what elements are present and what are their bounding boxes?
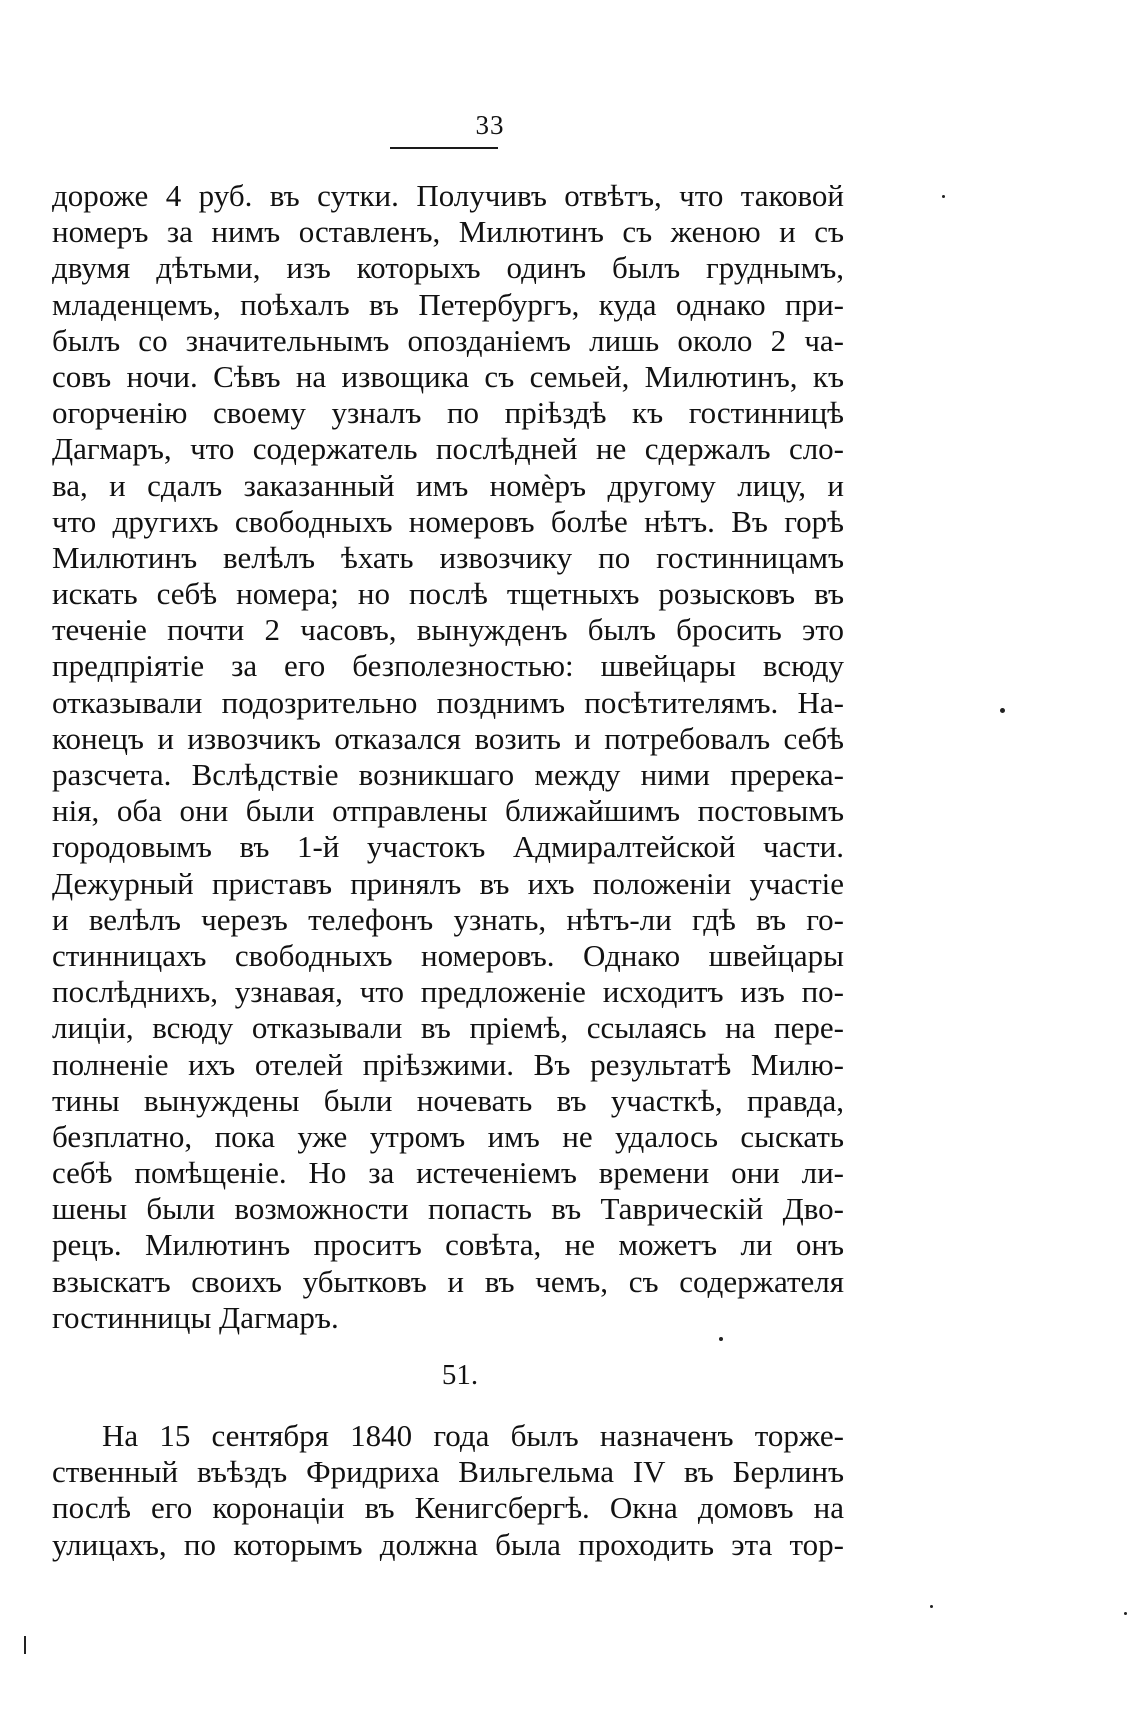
text-line: дороже 4 руб. въ сутки. Получивъ отвѣтъ, что таковой <box>52 178 844 213</box>
text-line: двумя дѣтьми, изъ которыхъ одинъ былъ груднымъ, <box>52 250 844 286</box>
text-line: Дагмаръ, что содержатель послѣдней не сдержалъ сло- <box>52 431 844 467</box>
text-line: теченіе почти 2 часовъ, вынужденъ былъ бросить это <box>52 612 844 648</box>
text-line: конецъ и извозчикъ отказался возить и потребовалъ себѣ <box>52 720 844 756</box>
text-line: тины вынуждены были ночевать въ участкѣ, правда, <box>52 1082 844 1118</box>
text-line: номеръ за нимъ оставленъ, Милютинъ съ женою и съ <box>52 214 844 250</box>
text-line: нія, оба они были отправлены ближайшимъ постовымъ <box>52 793 844 829</box>
text-line: совъ ночи. Сѣвъ на извощика съ семьей, Милютинъ, къ <box>52 358 844 394</box>
text-line: рецъ. Милютинъ проситъ совѣта, не можетъ ли онъ <box>52 1227 844 1263</box>
paragraph-1 <box>52 178 844 1336</box>
section-number: 51. <box>441 1359 479 1391</box>
text-line: послѣднихъ, узнавая, что предложеніе исходитъ изъ по- <box>52 974 844 1010</box>
text-line: искать себѣ номера; но послѣ тщетныхъ розысковъ въ <box>52 576 844 612</box>
text-line: послѣ его коронаціи въ Кенигсбергѣ. Окна домовъ на <box>52 1490 844 1526</box>
text-line: ственный въѣздъ Фридриха Вильгельма IV въ Берлинъ <box>52 1454 844 1490</box>
text-line: лиціи, всюду отказывали въ пріемѣ, ссылаясь на пере- <box>52 1010 844 1046</box>
text-line: отказывали подозрительно позднимъ посѣтителямъ. На- <box>52 684 844 720</box>
scan-speck <box>930 1605 933 1608</box>
text-line: безплатно, пока уже утромъ имъ не удалось сыскать <box>52 1118 844 1154</box>
text-line: что другихъ свободныхъ номеровъ болѣе нѣтъ. Въ горѣ <box>52 503 844 539</box>
text-line: городовымъ въ 1-й участокъ Адмиралтейской части. <box>52 829 844 865</box>
page-number: 33 <box>475 110 505 140</box>
paragraph-2 <box>52 1418 844 1563</box>
text-line: На 15 сентября 1840 года былъ назначенъ торже- <box>102 1418 844 1453</box>
text-line: стинницахъ свободныхъ номеровъ. Однако швейцары <box>52 937 844 973</box>
text-line: Милютинъ велѣлъ ѣхать извозчику по гостинницамъ <box>52 539 844 575</box>
scan-speck <box>1000 708 1005 713</box>
text-line: былъ со значительнымъ опозданіемъ лишь около 2 ча- <box>52 322 844 358</box>
text-line: себѣ помѣщеніе. Но за истеченіемъ времени они ли- <box>52 1155 844 1191</box>
scan-speck <box>1124 1612 1127 1615</box>
text-line: разсчета. Вслѣдствіе возникшаго между ними пререка- <box>52 757 844 792</box>
text-line: младенцемъ, поѣхалъ въ Петербургъ, куда однако при- <box>52 286 844 322</box>
text-line: полненіе ихъ отелей пріѣзжими. Въ результатѣ Милю- <box>52 1046 844 1082</box>
scan-speck <box>719 1337 723 1341</box>
scan-mark <box>24 1636 26 1654</box>
text-line: взыскатъ своихъ убытковъ и въ чемъ, съ содержателя <box>52 1263 844 1299</box>
text-line: Дежурный приставъ принялъ въ ихъ положеніи участіе <box>52 865 844 901</box>
scan-speck <box>942 195 945 198</box>
page-number-rule <box>390 147 498 149</box>
text-line: и велѣлъ черезъ телефонъ узнать, нѣтъ-ли гдѣ въ го- <box>52 901 844 937</box>
text-line: улицахъ, по которымъ должна была проходить эта тор- <box>52 1526 844 1562</box>
text-line: шены были возможности попасть въ Таврическій Дво- <box>52 1191 844 1227</box>
text-line: огорченію своему узналъ по пріѣздѣ къ гостинницѣ <box>52 395 844 431</box>
text-line: гостинницы Дагмаръ. <box>52 1299 339 1335</box>
text-line: ва, и сдалъ заказанный имъ номѐръ другому лицу, и <box>52 467 844 503</box>
text-line: предпріятіе за его безполезностью: швейцары всюду <box>52 648 844 684</box>
